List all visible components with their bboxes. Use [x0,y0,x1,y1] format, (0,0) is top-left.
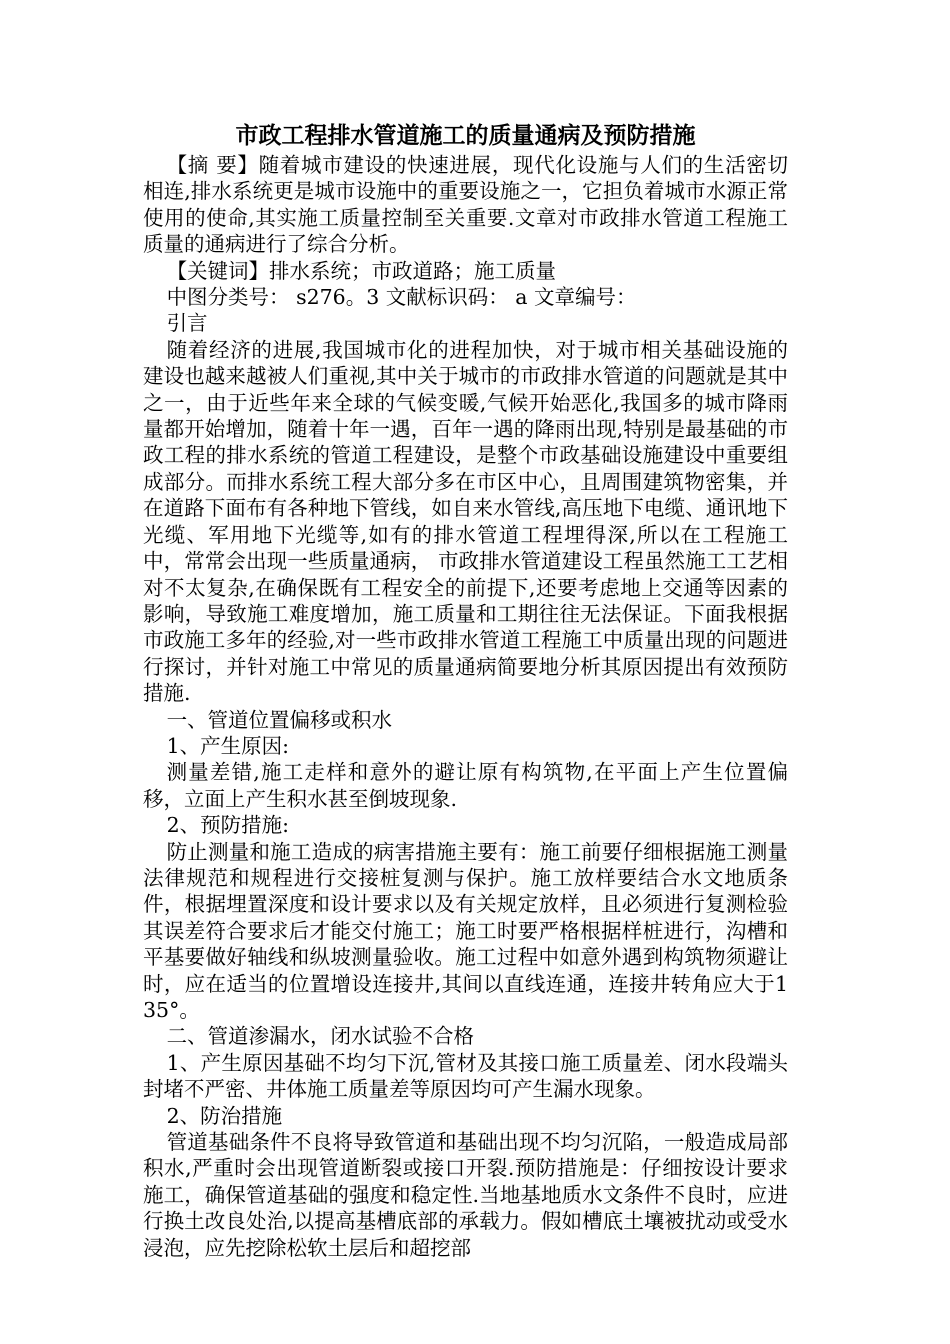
intro-paragraph: 随着经济的进展,我国城市化的进程加快，对于城市相关基础设施的建设也越来越被人们重视,其中关于城市的市政排水管道的问题就是其中之一，由于近些年来全球的气候变暖,气候开始恶化,我国多的城市降雨量都开始增加，随着十年一遇，百年一遇的降雨出现,特别是最基础的市政工程的排水系统的管道工程建设，是整个市政基础设施建设中重要组成部分。而排水系统工程大部分多在市区中心，且周围建筑物密集，并在道路下面布有各种地下管线，如自来水管线,高压地下电缆、通讯地下光缆、军用地下光缆等,如有的排水管道工程埋得深,所以在工程施工中，常常会出现一些质量通病， 市政排水管道建设工程虽然施工工艺相对不太复杂,在确保既有工程安全的前提下,还要考虑地上交通等因素的影响，导致施工难度增加，施工质量和工期往往无法保证。下面我根据市政施工多年的经验,对一些市政排水管道工程施工中质量出现的问题进行探讨，并针对施工中常见的质量通病简要地分析其原因提出有效预防措施. [143,337,788,706]
section-1-heading: 一、管道位置偏移或积水 [166,707,393,732]
abstract-paragraph: 【摘 要】随着城市建设的快速进展，现代化设施与人们的生活密切相连,排水系统更是城市设施中的重要设施之一，它担负着城市水源正常使用的使命,其实施工质量控制至关重要.文章对市政排水管道工程施工质量的通病进行了综合分析。 [143,153,788,257]
classification-line: 中图分类号： s276。3 文献标识码： a 文章编号： [166,285,637,310]
section-2-heading: 二、管道渗漏水，闭水试验不合格 [166,1024,475,1049]
section-1-cause-heading: 1、产生原因: [166,733,290,758]
document-title: 市政工程排水管道施工的质量通病及预防措施 [235,122,696,149]
document-body [143,120,788,1261]
section-2-measure-text: 管道基础条件不良将导致管道和基础出现不均匀沉陷，一般造成局部积水,严重时会出现管道断裂或接口开裂.预防措施是：仔细按设计要求施工，确保管道基础的强度和稳定性.当地基地质水文条件不良时，应进行换土改良处治,以提高基槽底部的承载力。假如槽底土壤被扰动或受水浸泡，应先挖除松软土层后和超挖部 [143,1130,788,1260]
keywords-line: 【关键词】排水系统；市政道路；施工质量 [166,258,557,283]
section-1-cause-text: 测量差错,施工走样和意外的避让原有构筑物,在平面上产生位置偏移，立面上产生积水甚至倒坡现象. [143,760,788,811]
section-2-measure-heading: 2、防治措施 [166,1103,283,1128]
section-1-measure-heading: 2、预防措施: [166,813,290,838]
section-2-cause-text: 1、产生原因基础不均匀下沉,管材及其接口施工质量差、闭水段端头封堵不严密、井体施工质量差等原因均可产生漏水现象。 [143,1050,788,1102]
section-1-measure-text: 防止测量和施工造成的病害措施主要有：施工前要仔细根据施工测量法律规范和规程进行交接桩复测与保护。施工放样要结合水文地质条件，根据埋置深度和设计要求以及有关规定放样，且必须进行复测检验其误差符合要求后才能交付施工；施工时要严格根据样桩进行，沟槽和平基要做好轴线和纵坡测量验收。施工过程中如意外遇到构筑物须避让时，应在适当的位置增设连接井,其间以直线连通，连接井转角应大于135°。 [143,839,788,1022]
intro-heading: 引言 [166,311,208,336]
